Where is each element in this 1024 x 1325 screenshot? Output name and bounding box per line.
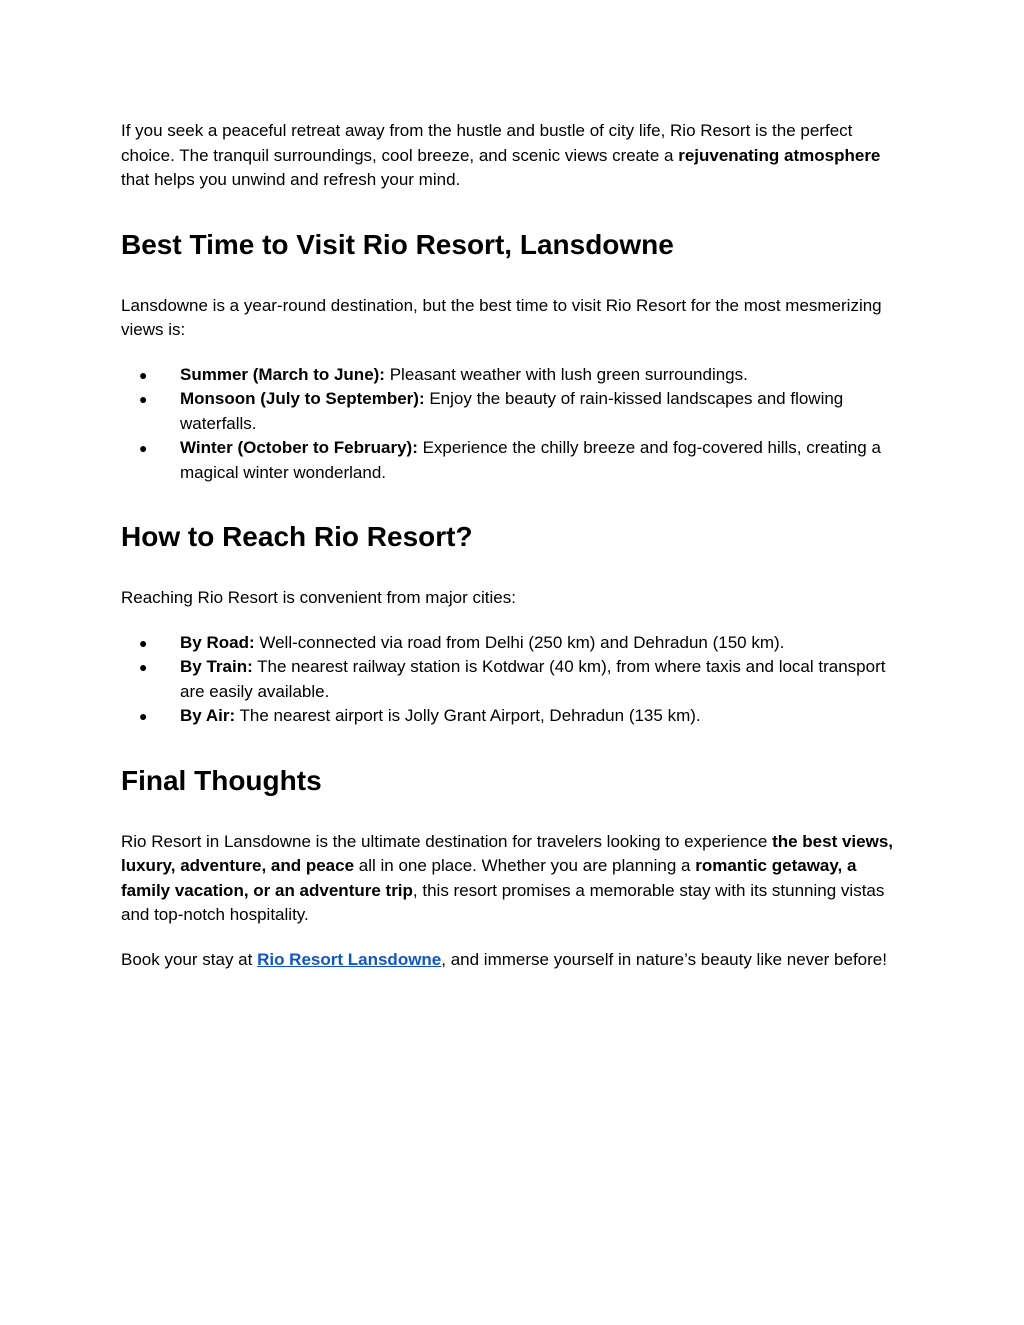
list-item-label: Summer (March to June): (180, 364, 385, 384)
final-text-2: all in one place. Whether you are planning a (354, 856, 696, 875)
list-item-text: Pleasant weather with lush green surroundings. (384, 364, 748, 384)
list-item (121, 387, 902, 436)
intro-text-2: that helps you unwind and refresh your mind. (121, 170, 461, 189)
list-item-text: Experience the chilly breeze and fog-covered hills, creating a magical winter wonderland. (180, 438, 881, 482)
booking-paragraph (121, 948, 902, 973)
list-item-label: Monsoon (July to September): (180, 389, 425, 408)
list-item (121, 655, 902, 704)
final-thoughts-heading: Final Thoughts (121, 764, 322, 796)
list-item-text: The nearest airport is Jolly Grant Airport, Dehradun (135 km). (235, 706, 701, 725)
list-item-text: Enjoy the beauty of rain-kissed landscapes and flowing waterfalls. (180, 389, 844, 433)
booking-text-1: Book your stay at (121, 949, 258, 969)
list-item (121, 631, 902, 656)
bullet-icon: ● (139, 634, 148, 651)
how-to-reach-list (121, 631, 902, 729)
list-item (121, 436, 902, 485)
intro-text-1: If you seek a peaceful retreat away from the hustle and bustle of city life, Rio Resort is the perfect choice. The tranquil surroundings, cool breeze, and scenic views create a (121, 121, 853, 165)
intro-bold-text: rejuvenating atmosphere (678, 145, 881, 165)
best-time-heading: Best Time to Visit Rio Resort, Lansdowne (121, 228, 674, 260)
bullet-icon: ● (139, 391, 148, 407)
best-time-list (121, 363, 902, 486)
list-item (121, 363, 902, 388)
list-item-label: Winter (October to February): (180, 438, 418, 457)
list-item-label: By Train: (180, 657, 253, 676)
bullet-icon: ● (139, 708, 148, 724)
how-to-reach-heading: How to Reach Rio Resort? (121, 521, 473, 552)
final-text-1: Rio Resort in Lansdowne is the ultimate destination for travelers looking to experience (121, 831, 773, 851)
final-thoughts-paragraph (121, 830, 902, 928)
list-item-label: By Road: (180, 632, 255, 652)
bullet-icon: ● (139, 440, 148, 456)
booking-text-2: , and immerse yourself in nature’s beauty like never before! (441, 949, 887, 969)
bullet-icon: ● (139, 659, 148, 675)
final-bold-text-2: romantic getaway, a family vacation, or an adventure trip (121, 856, 857, 900)
how-to-reach-lead: Reaching Rio Resort is convenient from major cities: (121, 588, 516, 607)
rio-resort-link[interactable]: Rio Resort Lansdowne (257, 949, 442, 969)
intro-paragraph (121, 119, 902, 193)
final-text-3: , this resort promises a memorable stay with its stunning vistas and top-notch hospitality. (121, 880, 885, 924)
best-time-lead: Lansdowne is a year-round destination, but the best time to visit Rio Resort for the most mesmerizing views is: (121, 295, 882, 339)
bullet-icon: ● (139, 366, 148, 383)
list-item-text: Well-connected via road from Delhi (250 km) and Dehradun (150 km). (254, 632, 785, 652)
list-item (121, 704, 902, 729)
list-item-text: The nearest railway station is Kotdwar (40 km), from where taxis and local transport are easily available. (180, 657, 886, 701)
list-item-label: By Air: (180, 706, 236, 725)
final-bold-text-1: the best views, luxury, adventure, and peace (121, 831, 894, 875)
